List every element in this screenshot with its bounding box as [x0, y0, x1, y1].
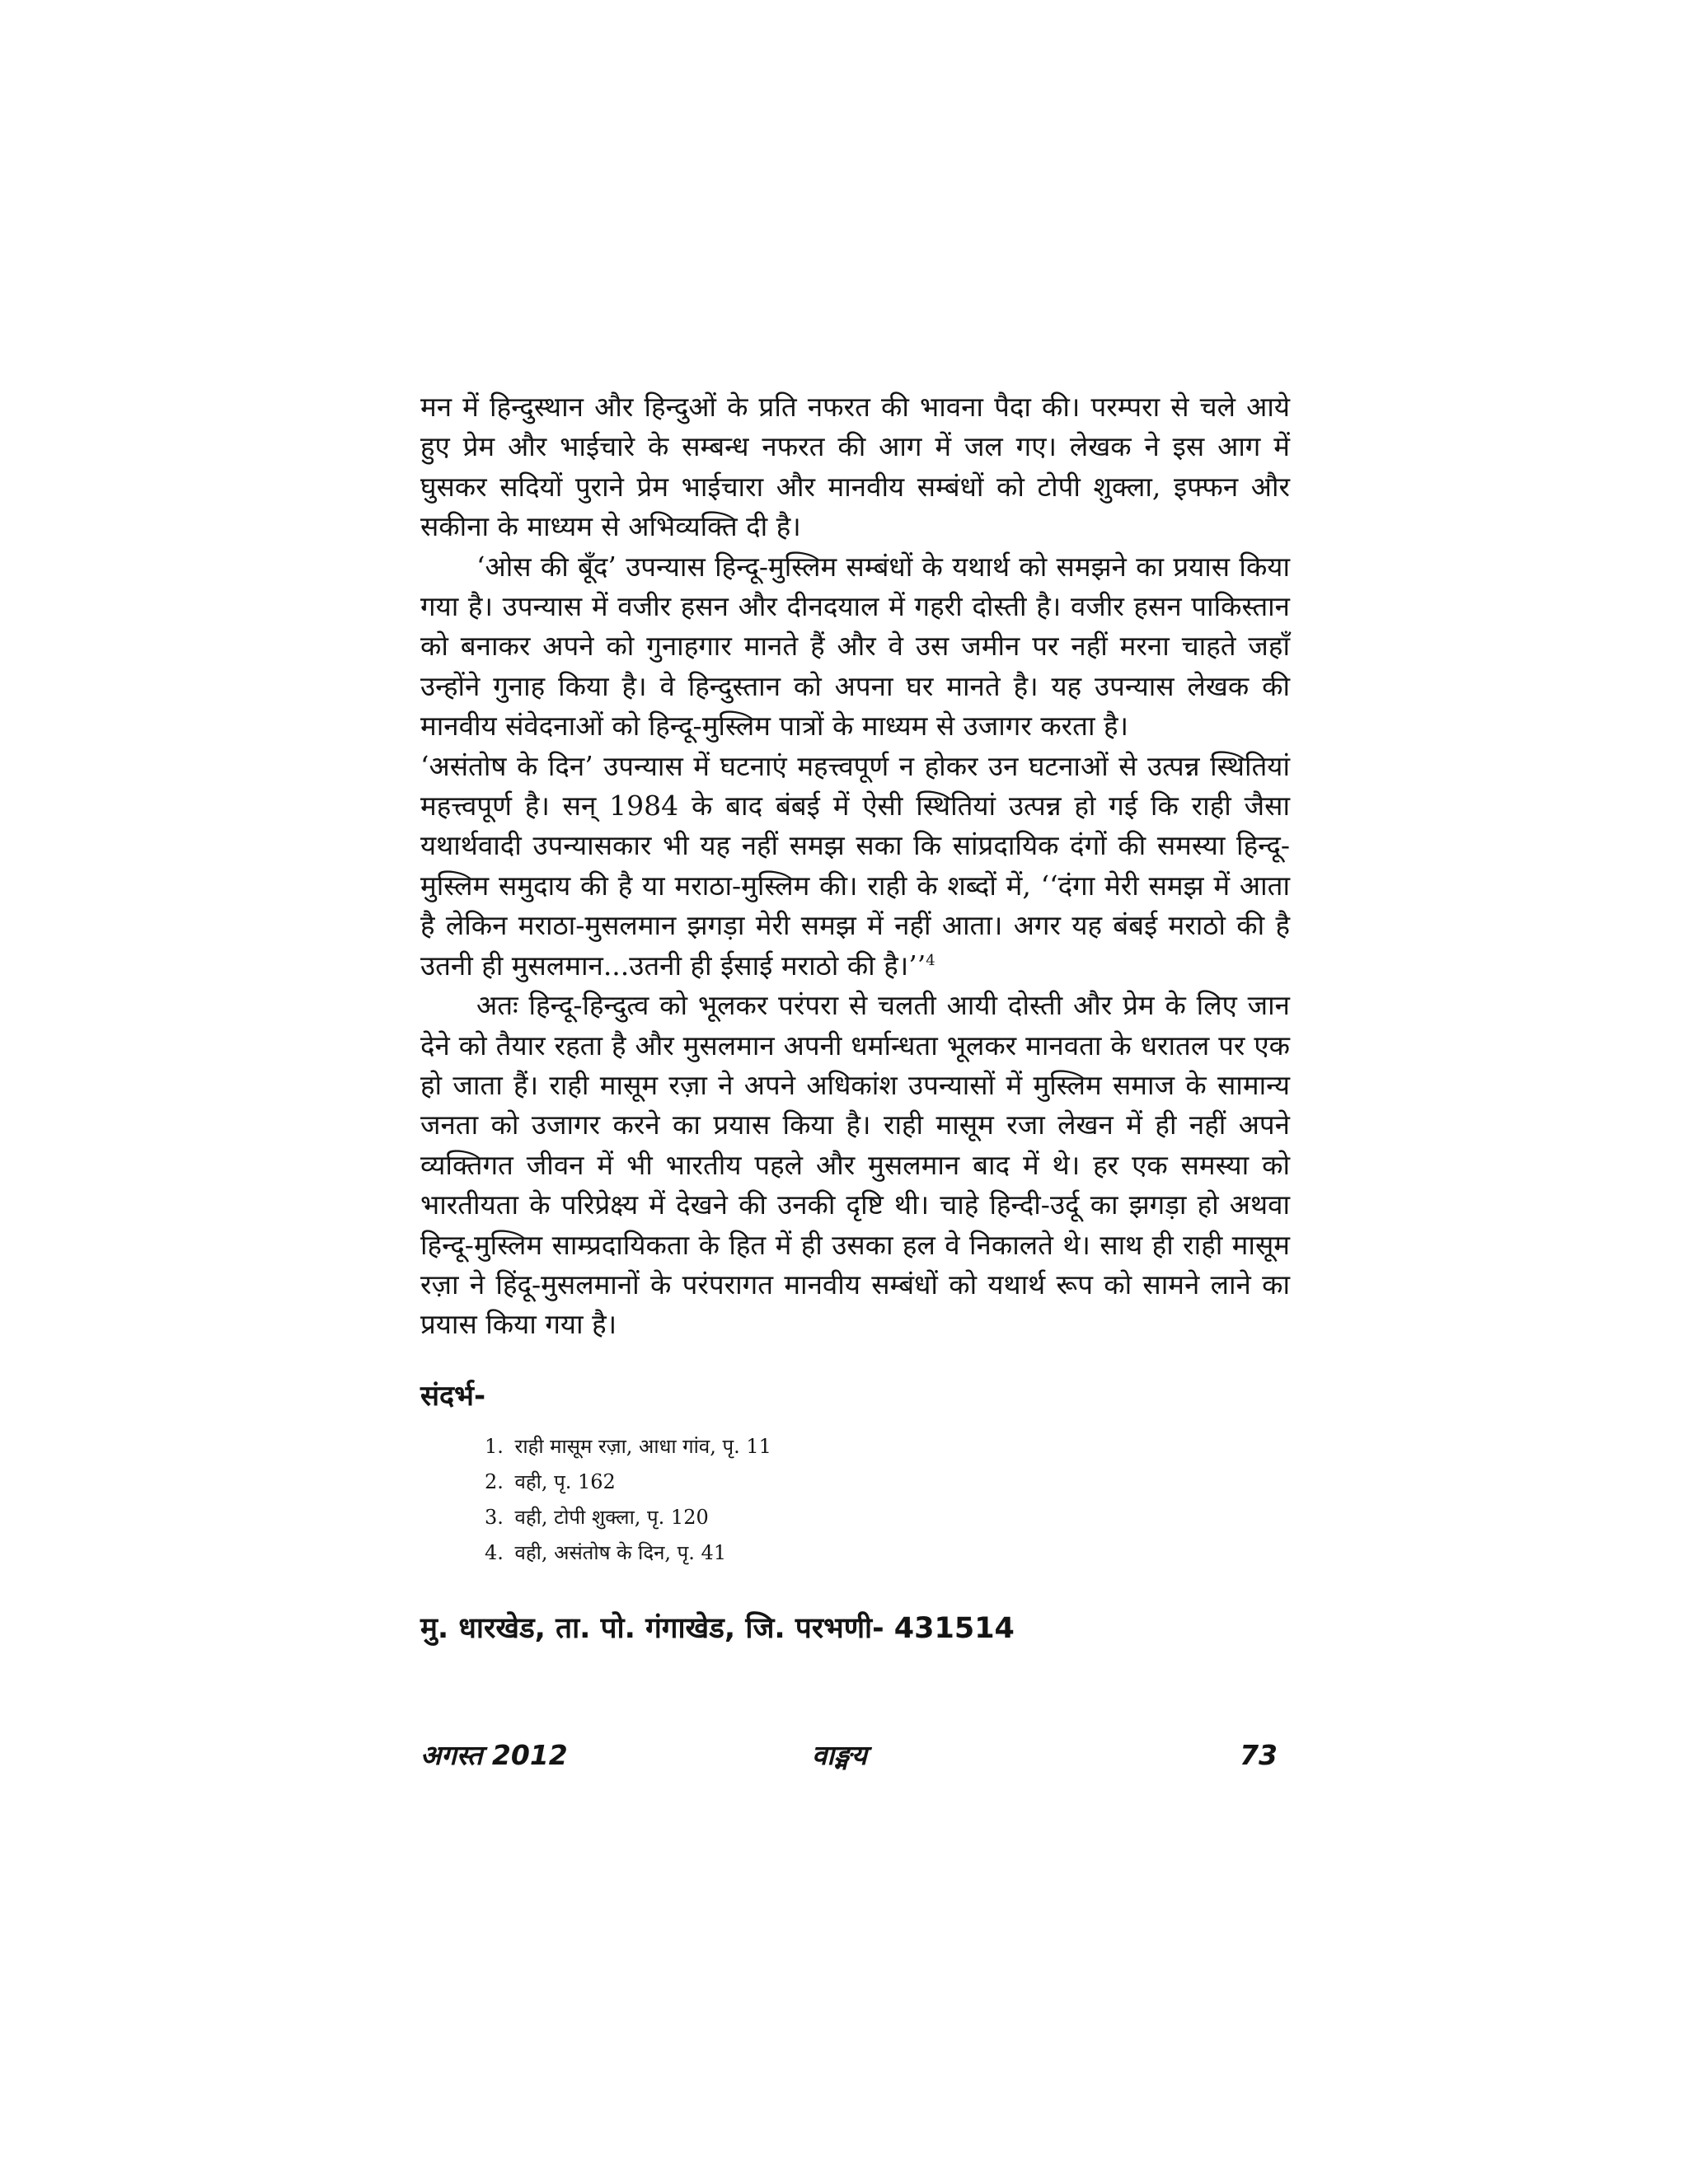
reference-number: 3. [485, 1505, 504, 1529]
reference-text: वही, असंतोष के दिन, पृ. 41 [514, 1540, 727, 1564]
references-heading: संदर्भ- [420, 1379, 486, 1413]
reference-item [485, 1500, 1290, 1535]
footer-page-number: 73 [1240, 1739, 1278, 1771]
author-address: मु. धारखेड, ता. पो. गंगाखेड, जि. परभणी- 431514 [420, 1611, 1015, 1645]
reference-item [485, 1465, 1290, 1500]
body-paragraph-1: मन में हिन्दुस्थान और हिन्दुओं के प्रति नफरत की भावना पैदा की। परम्परा से चले आये हुए प्रेम और भाईचारे के सम्बन्ध नफरत की आग में जल गए। लेखक ने इस आग में घुसकर सदियों पुराने प्रेम भाईचारा और मानवीय सम्बंधों को टोपी शुक्ला, इफ्फन और सकीना के माध्यम से अभिव्यक्ति दी है। [420, 391, 1290, 543]
reference-text: राही मासूम रज़ा, आधा गांव, पृ. 11 [514, 1434, 771, 1458]
body-paragraph-4: अतः हिन्दू-हिन्दुत्व को भूलकर परंपरा से चलती आयी दोस्ती और प्रेम के लिए जान देने को तैयार रहता है और मुसलमान अपनी धर्मान्धता भूलकर मानवता के धरातल पर एक हो जाता हैं। राही मासूम रज़ा ने अपने अधिकांश उपन्यासों में मुस्लिम समाज के सामान्य जनता को उजागर करने का प्रयास किया है। राही मासूम रजा लेखन में ही नहीं अपने व्यक्तिगत जीवन में भी भारतीय पहले और मुसलमान बाद में थे। हर एक समस्या को भारतीयता के परिप्रेक्ष्य में देखने की उनकी दृष्टि थी। चाहे हिन्दी-उर्दू का झगड़ा हो अथवा हिन्दू-मुस्लिम साम्प्रदायिकता के हित में ही उसका हल वे निकालते थे। साथ ही राही मासूम रज़ा ने हिंदू-मुसलमानों के परंपरागत मानवीय सम्बंधों को यथार्थ रूप को सामने लाने का प्रयास किया गया है। [420, 989, 1290, 1341]
reference-number: 4. [485, 1540, 504, 1564]
reference-text: वही, पृ. 162 [514, 1469, 616, 1493]
article-page [420, 387, 1290, 1647]
body-paragraph-3 [420, 747, 1290, 986]
page-footer [420, 1737, 1278, 1774]
reference-number: 1. [485, 1434, 504, 1458]
body-paragraph-3-text: ‘असंतोष के दिन’ उपन्यास में घटनाएं महत्त्वपूर्ण न होकर उन घटनाओं से उत्पन्न स्थितियां महत्त्वपूर्ण है। सन् 1984 के बाद बंबई में ऐसी स्थितियां उत्पन्न हो गई कि राही जैसा यथार्थवादी उपन्यासकार भी यह नहीं समझ सका कि सांप्रदायिक दंगों की समस्या हिन्दू-मुस्लिम समुदाय की है या मराठा-मुस्लिम की। राही के शब्दों में, ‘‘दंगा मेरी समझ में आता है लेकिन मराठा-मुसलमान झगड़ा मेरी समझ में नहीं आता। अगर यह बंबई मराठो की है उतनी ही मुसलमान...उतनी ही ईसाई मराठो की है।’’ [420, 749, 1290, 982]
references-list [420, 1429, 1290, 1571]
reference-number: 2. [485, 1469, 504, 1493]
body-paragraph-2: ‘ओस की बूँद’ उपन्यास हिन्दू-मुस्लिम सम्बंधों के यथार्थ को समझने का प्रयास किया गया है। उपन्यास में वजीर हसन और दीनदयाल में गहरी दोस्ती है। वजीर हसन पाकिस्तान को बनाकर अपने को गुनाहगार मानते हैं और वे उस जमीन पर नहीं मरना चाहते जहाँ उन्होंने गुनाह किया है। वे हिन्दुस्तान को अपना घर मानते है। यह उपन्यास लेखक की मानवीय संवेदनाओं को हिन्दू-मुस्लिम पात्रों के माध्यम से उजागर करता है। [420, 550, 1290, 743]
reference-item [485, 1535, 1290, 1571]
footer-date: अगस्त 2012 [420, 1739, 568, 1771]
reference-text: वही, टोपी शुक्ला, पृ. 120 [514, 1505, 709, 1529]
footnote-marker: 4 [926, 951, 935, 969]
footer-journal-name: वाङ्मय [812, 1739, 867, 1771]
reference-item [485, 1429, 1290, 1465]
